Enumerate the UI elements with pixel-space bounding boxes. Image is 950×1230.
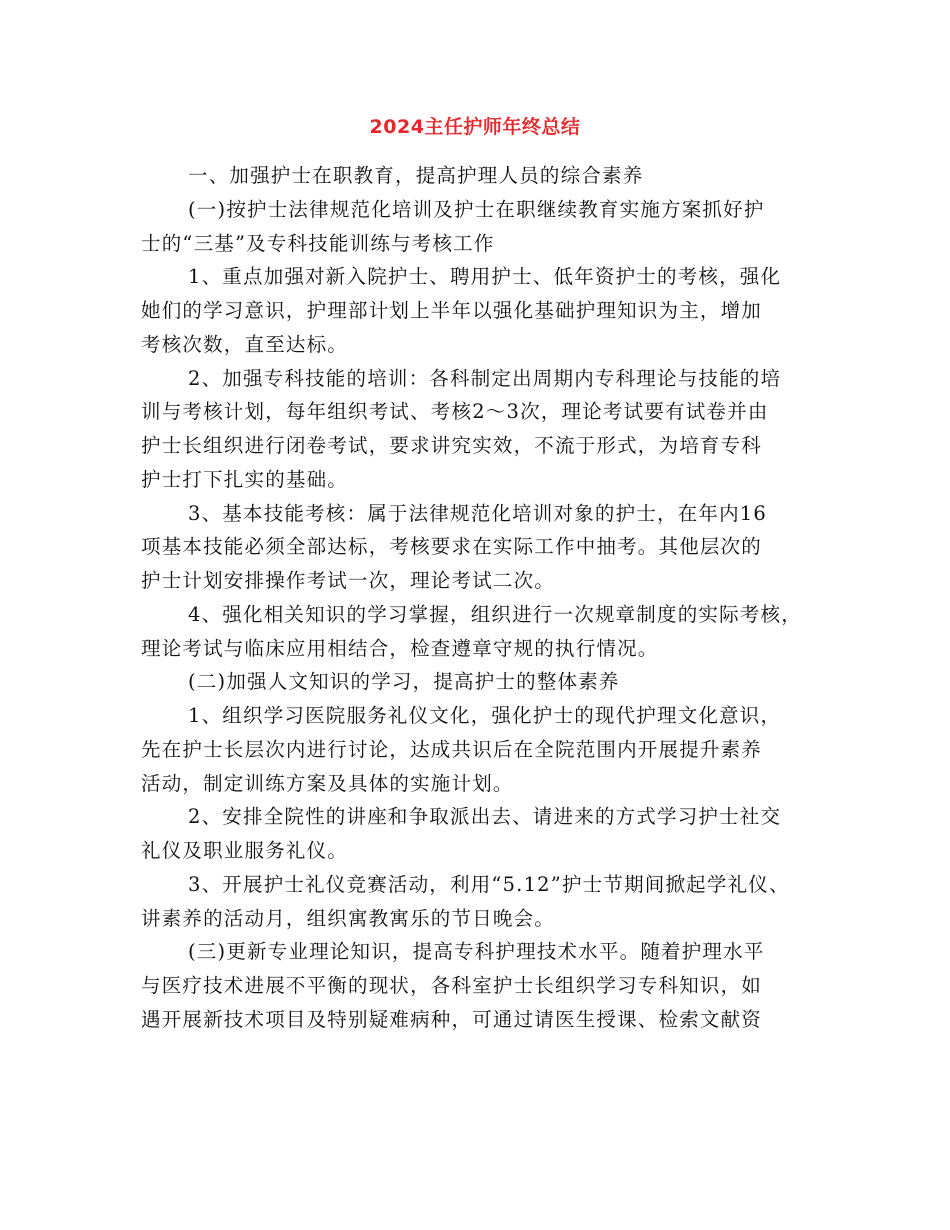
text-line: 考核次数，直至达标。 (141, 332, 349, 356)
text-line: (二)加强人文知识的学习，提高护士的整体素养 (188, 670, 620, 694)
text-line: 训与考核计划，每年组织考试、考核2～3次，理论考试要有试卷并由 (141, 400, 769, 424)
text-line: 她们的学习意识，护理部计划上半年以强化基础护理知识为主，增加 (141, 299, 763, 322)
text-line: 礼仪及职业服务礼仪。 (141, 839, 349, 862)
text-line: 理论考试与临床应用相结合，检查遵章守规的执行情况。 (141, 636, 659, 660)
text-line: 士的“三基”及专科技能训练与考核工作 (141, 231, 495, 255)
document-title: 2024主任护师年终总结 (369, 116, 581, 138)
text-line: 3、基本技能考核：属于法律规范化培训对象的护士，在年内16 (188, 501, 768, 525)
text-line: 护士计划安排操作考试一次，理论考试二次。 (141, 569, 556, 592)
document-body (141, 159, 831, 1037)
text-line: 与医疗技术进展不平衡的现状，各科室护士长组织学习专科知识，如 (141, 974, 763, 997)
text-line: 3、开展护士礼仪竞赛活动，利用“5.12”护士节期间掀起学礼仪、 (188, 872, 790, 896)
text-line: 先在护士长层次内进行讨论，达成共识后在全院范围内开展提升素养 (141, 737, 763, 761)
text-line: 4、强化相关知识的学习掌握，组织进行一次规章制度的实际考核， (188, 602, 802, 626)
text-line: 活动，制定训练方案及具体的实施计划。 (141, 771, 514, 795)
text-line: 遇开展新技术项目及特别疑难病种，可通过请医生授课、检索文献资 (141, 1007, 763, 1031)
text-line: 2、加强专科技能的培训：各科制定出周期内专科理论与技能的培 (188, 366, 782, 390)
text-line: (三)更新专业理论知识，提高专科护理技术水平。随着护理水平 (188, 940, 765, 964)
text-line: (一)按护士法律规范化培训及护士在职继续教育实施方案抓好护 (188, 197, 765, 221)
text-line: 护士打下扎实的基础。 (141, 467, 349, 491)
text-line: 2、安排全院性的讲座和争取派出去、请进来的方式学习护士社交 (188, 805, 782, 829)
text-line: 1、重点加强对新入院护士、聘用护士、低年资护士的考核，强化 (188, 265, 782, 289)
text-line: 一、加强护士在职教育，提高护理人员的综合素养 (188, 164, 644, 187)
text-line: 1、组织学习医院服务礼仪文化，强化护士的现代护理文化意识， (188, 704, 782, 727)
text-line: 讲素养的活动月，组织寓教寓乐的节日晚会。 (141, 906, 556, 930)
text-line: 护士长组织进行闭卷考试，要求讲究实效，不流于形式，为培育专科 (141, 434, 763, 457)
text-line: 项基本技能必须全部达标，考核要求在实际工作中抽考。其他层次的 (141, 535, 763, 559)
